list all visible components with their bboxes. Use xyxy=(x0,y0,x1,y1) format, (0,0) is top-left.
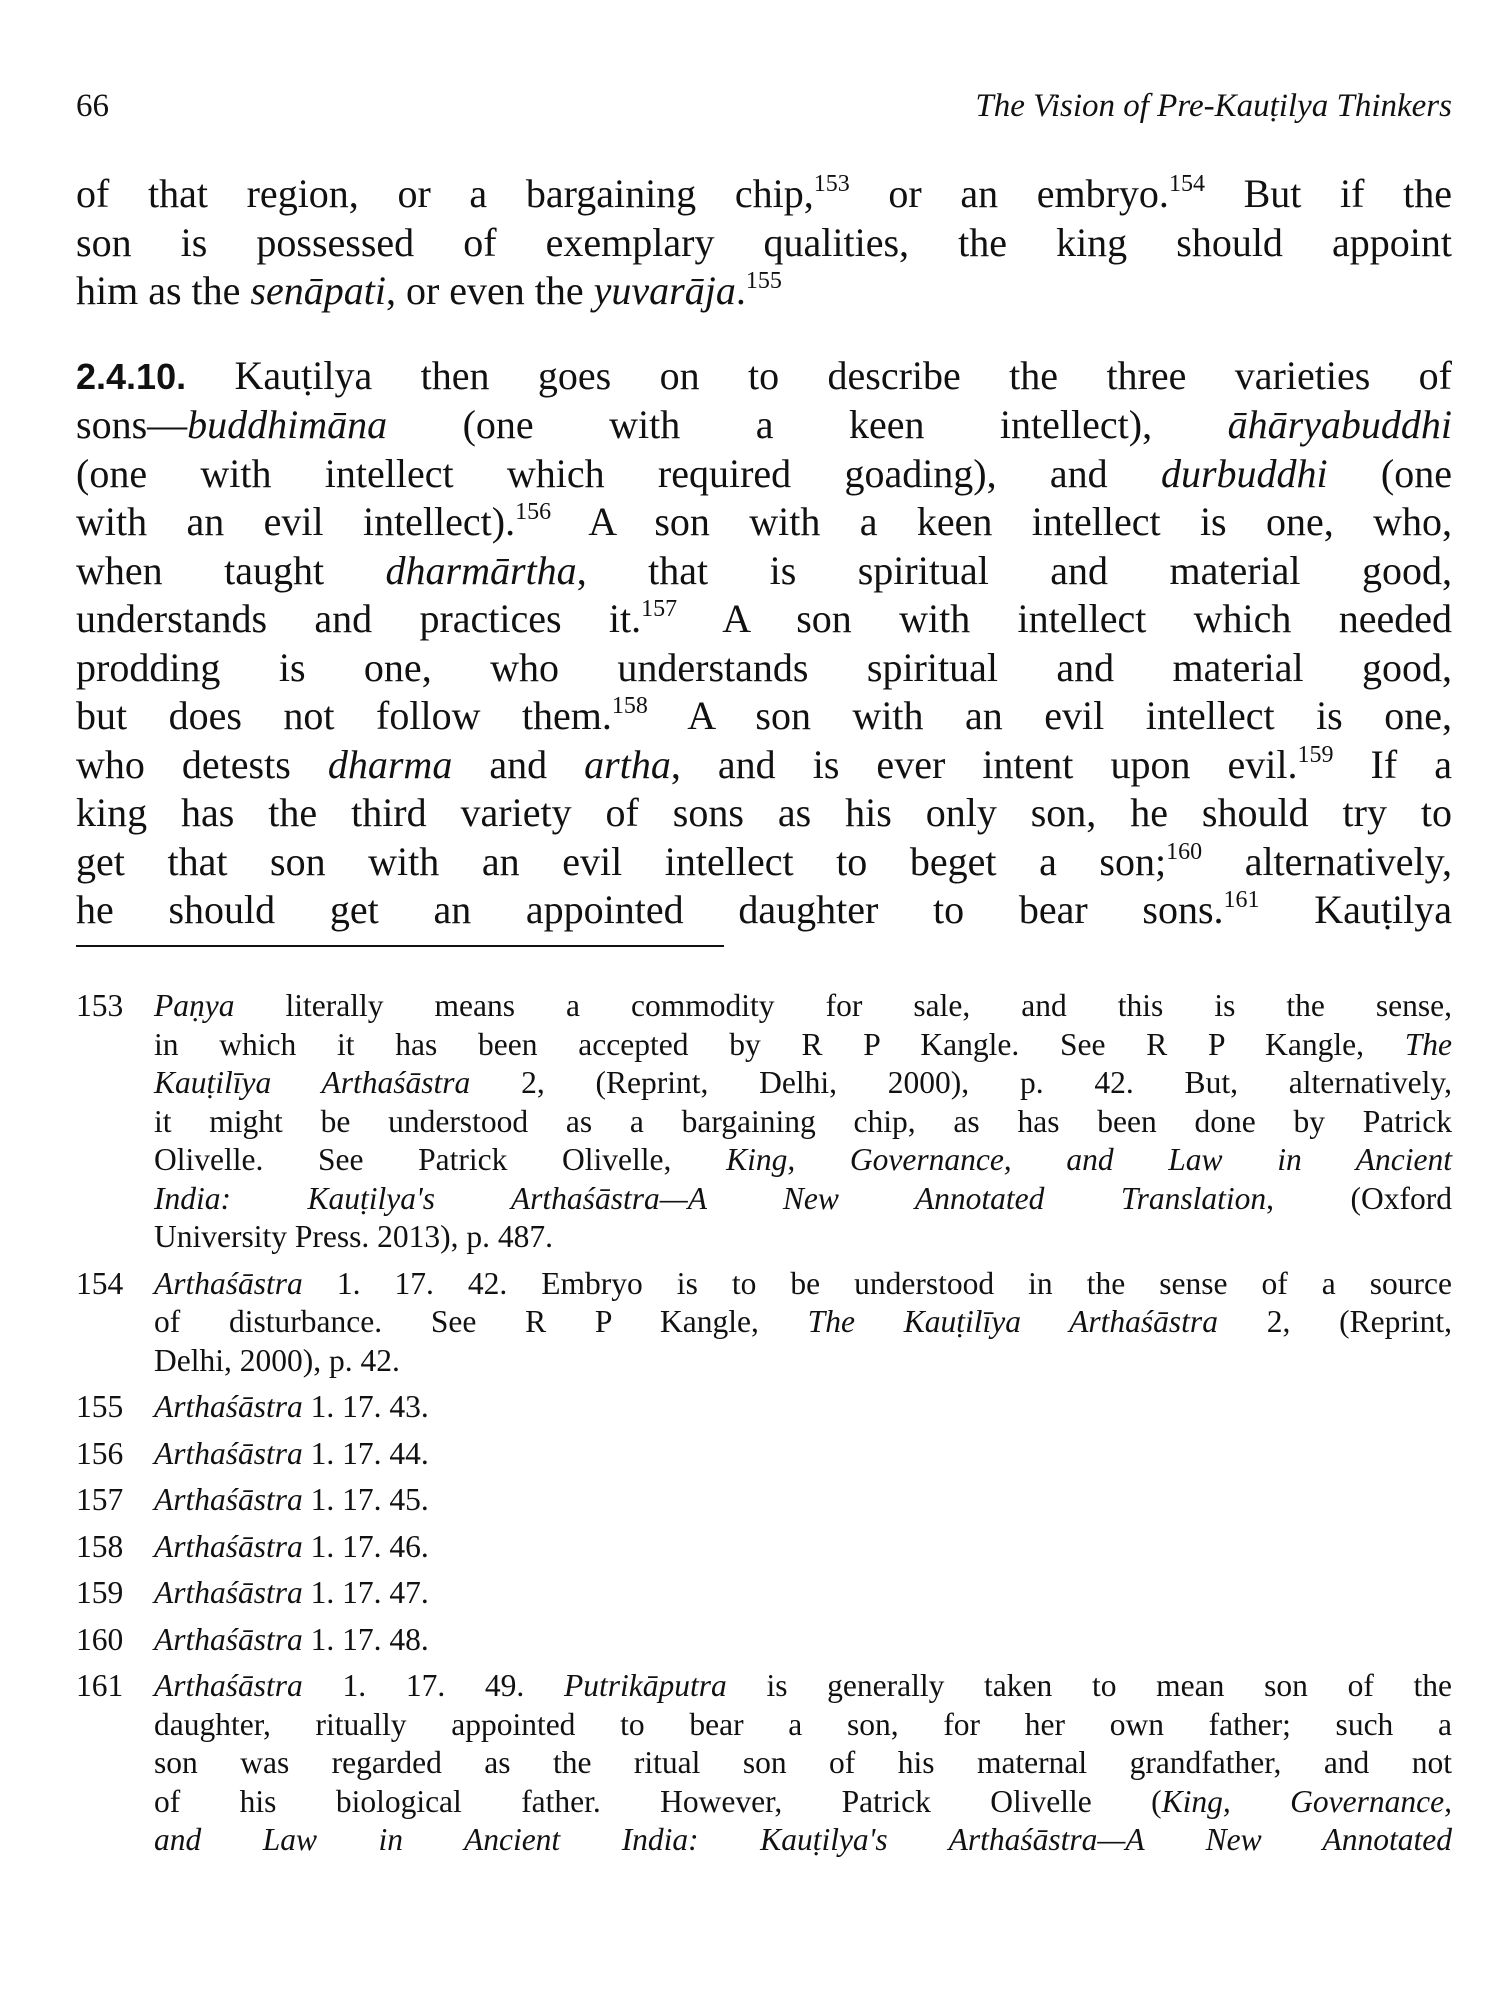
text-line: 2.4.10. Kauṭilya then goes on to describe the three varieties of xyxy=(76,352,1452,398)
running-header xyxy=(76,88,1452,125)
footnote-text: Arthaśāstra 1. 17. 49. Putrikāputra is generally taken to mean son of the daughter, ritually appointed to bear a son, for her own father; such a son was regarded as the ritual son of his maternal grandfather, and not of his biological father. However, Patrick Olivelle (King, Governance, and Law in Ancient India: Kauṭilya's Arthaśāstra—A New Annotated xyxy=(154,1668,1452,1857)
text-line: (one with intellect which required goading), and durbuddhi (one xyxy=(76,450,1452,496)
footnote-155 xyxy=(76,1388,1452,1427)
footnote-ref[interactable]: 158 xyxy=(611,693,648,720)
footnote-number: 161 xyxy=(76,1668,124,1703)
footnote-number: 153 xyxy=(76,988,124,1023)
paragraph-2-4-10 xyxy=(76,352,1452,935)
footnote-number: 154 xyxy=(76,1265,124,1301)
paragraph-continued xyxy=(76,170,1452,316)
footnote-text: Arthaśāstra 1. 17. 47. xyxy=(154,1575,429,1610)
footnote-ref[interactable]: 155 xyxy=(745,268,782,295)
text-line: understands and practices it.$^{157}$ A son with intellect which needed xyxy=(76,596,1452,641)
footnote-number: 157 xyxy=(76,1482,124,1517)
text-line: him as the senāpati, or even the yuvarāja.$^{155}$ xyxy=(76,268,782,313)
footnote-text: Arthaśāstra 1. 17. 46. xyxy=(154,1528,429,1564)
footnote-separator xyxy=(76,945,724,947)
footnote-158 xyxy=(76,1528,1452,1567)
running-title: The Vision of Pre-Kauṭilya Thinkers xyxy=(975,88,1452,124)
text-line: when taught dharmārtha, that is spiritual and material good, xyxy=(76,547,1452,593)
footnotes xyxy=(76,987,1452,1868)
footnote-number: 160 xyxy=(76,1621,124,1657)
page-number: 66 xyxy=(76,88,109,124)
footnote-text: Arthaśāstra 1. 17. 43. xyxy=(154,1389,429,1424)
footnote-ref[interactable]: 154 xyxy=(1168,171,1205,198)
section-number: 2.4.10. xyxy=(76,355,187,397)
text-line: sons—buddhimāna (one with a keen intellect), āhāryabuddhi xyxy=(76,402,1452,447)
footnote-text: Arthaśāstra 1. 17. 48. xyxy=(154,1621,429,1657)
text-line: who detests dharma and artha, and is ever intent upon evil.$^{159}$ If a xyxy=(76,741,1452,787)
text-line: get that son with an evil intellect to beget a son;$^{160}$ alternatively, xyxy=(76,838,1452,884)
text-line: son is possessed of exemplary qualities, the king should appoint xyxy=(76,219,1452,265)
footnote-number: 156 xyxy=(76,1435,124,1471)
footnote-153 xyxy=(76,987,1452,1257)
text-line: but does not follow them.$^{158}$ A son with an evil intellect is one, xyxy=(76,693,1452,738)
text-line: of that region, or a bargaining chip,$^{153}$ or an embryo.$^{154}$ But if the xyxy=(76,171,1452,216)
text-line: prodding is one, who understands spiritual and material good, xyxy=(76,644,1452,690)
footnote-ref[interactable]: 157 xyxy=(641,596,678,623)
text-line: with an evil intellect).$^{156}$ A son with a keen intellect is one, who, xyxy=(76,499,1452,544)
footnote-ref[interactable]: 159 xyxy=(1297,741,1334,768)
footnote-text: Arthaśāstra 1. 17. 45. xyxy=(154,1482,429,1517)
footnote-ref[interactable]: 153 xyxy=(813,171,850,198)
footnote-text: Arthaśāstra 1. 17. 42. Embryo is to be understood in the sense of a source of disturbance. See R P Kangle, The Kauṭilīya Arthaśāstra 2, (Reprint, Delhi, 2000), p. 42. xyxy=(154,1265,1452,1378)
footnote-ref[interactable]: 156 xyxy=(515,499,552,526)
footnote-text: Arthaśāstra 1. 17. 44. xyxy=(154,1435,429,1471)
text-line: he should get an appointed daughter to bear sons.$^{161}$ Kauṭilya xyxy=(76,887,1452,932)
footnote-161 xyxy=(76,1667,1452,1860)
footnote-154 xyxy=(76,1265,1452,1381)
text-line: king has the third variety of sons as his only son, he should try to xyxy=(76,790,1452,835)
footnote-text: Paṇya literally means a commodity for sale, and this is the sense, in which it has been accepted by R P Kangle. See R P Kangle, The Kauṭilīya Arthaśāstra 2, (Reprint, Delhi, 2000), p. 42. But, alternatively, it might be understood as a bargaining chip, as has been done by Patrick Olivelle. See Patrick Olivelle, King, Governance, and Law in Ancient India: Kauṭilya's Arthaśāstra—A New Annotated Translation, (Oxford University Press. 2013), p. 487. xyxy=(154,988,1453,1254)
main-text xyxy=(76,170,1452,935)
footnote-number: 159 xyxy=(76,1575,124,1610)
footnote-ref[interactable]: 160 xyxy=(1166,838,1203,865)
footnote-number: 158 xyxy=(76,1528,124,1564)
footnote-number: 155 xyxy=(76,1389,124,1424)
footnote-159 xyxy=(76,1574,1452,1613)
footnote-160 xyxy=(76,1621,1452,1660)
footnote-157 xyxy=(76,1481,1452,1520)
footnote-156 xyxy=(76,1435,1452,1474)
footnote-ref[interactable]: 161 xyxy=(1223,887,1260,914)
